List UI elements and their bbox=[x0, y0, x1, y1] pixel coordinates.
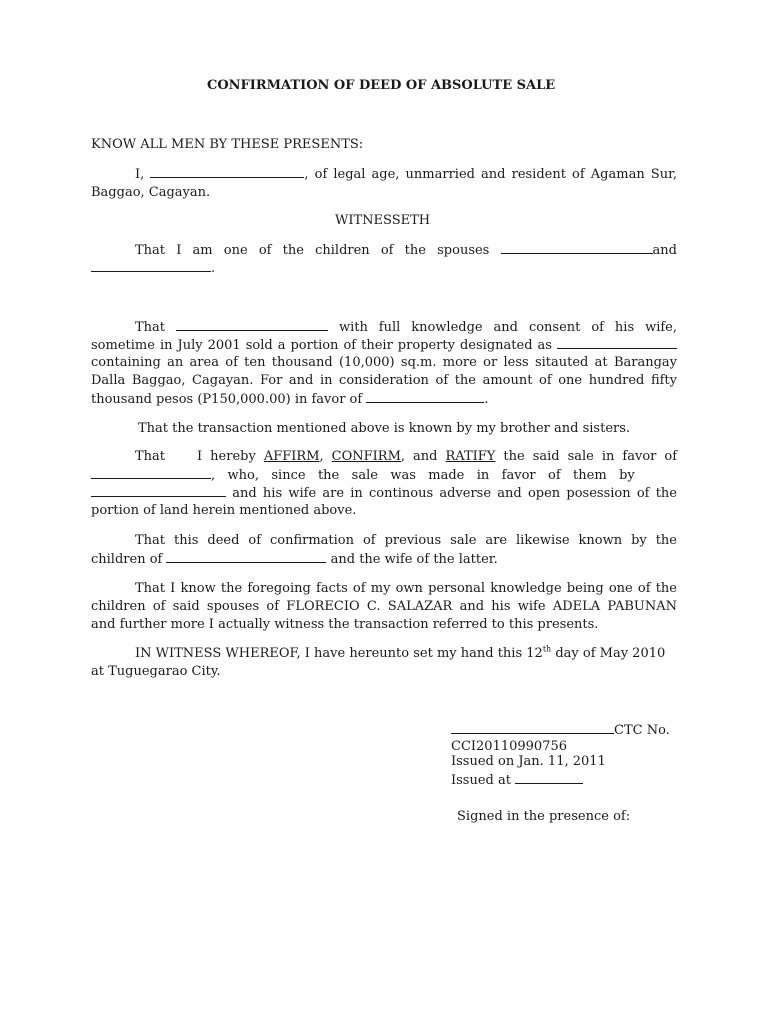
p7-line3: and further more I actually witness the transaction referred to this presents. bbox=[91, 617, 599, 632]
p3-line5: thousand pesos (P150,000.00) in favor of . bbox=[91, 392, 489, 407]
p3-line2: sometime in July 2001 sold a portion of their property designated as bbox=[91, 336, 677, 355]
know-all-heading: KNOW ALL MEN BY THESE PRESENTS: bbox=[91, 137, 364, 152]
favor-blank bbox=[91, 466, 211, 479]
p6-line1: That this deed of confirmation of previous sale are likewise known by the bbox=[135, 533, 677, 548]
issued-at-blank bbox=[515, 771, 583, 784]
p7-line1: That I know the foregoing facts of my own personal knowledge being one of the bbox=[135, 581, 677, 596]
p1-line2: Baggao, Cagayan. bbox=[91, 185, 211, 200]
spouse2-blank bbox=[91, 259, 211, 272]
p8-line2: at Tuguegarao City. bbox=[91, 664, 221, 679]
p6-line2: children of and the wife of the latter. bbox=[91, 552, 498, 567]
p5-line4: portion of land herein mentioned above. bbox=[91, 503, 357, 518]
document-title: CONFIRMATION OF DEED OF ABSOLUTE SALE bbox=[207, 78, 556, 93]
signature-line: CTC No. bbox=[451, 721, 670, 740]
p5-line3: and his wife are in continous adverse and open posession of the bbox=[91, 484, 677, 503]
p3-line1: That with full knowledge and consent of his wife, bbox=[135, 320, 677, 335]
children-blank bbox=[166, 550, 326, 563]
witnesseth-heading: WITNESSETH bbox=[335, 213, 431, 228]
ctc-number: CCI20110990756 bbox=[451, 739, 568, 754]
presence-label: Signed in the presence of: bbox=[457, 809, 631, 824]
spouses-blank bbox=[501, 241, 653, 254]
p1-line1: I, , of legal age, unmarried and resident of Agaman Sur, bbox=[135, 167, 677, 182]
issued-on: Issued on Jan. 11, 2011 bbox=[451, 754, 606, 769]
property-blank bbox=[557, 336, 677, 349]
p7-line2: children of said spouses of FLORECIO C. SALAZAR and his wife ADELA PABUNAN bbox=[91, 599, 677, 614]
p2-line1: That I am one of the children of the spouses and bbox=[135, 243, 677, 258]
p3-line3: containing an area of ten thousand (10,000) sq.m. more or less sitauted at Barangay bbox=[91, 355, 677, 370]
by-blank bbox=[91, 484, 226, 497]
buyer-blank bbox=[366, 390, 484, 403]
p4-line1: That the transaction mentioned above is known by my brother and sisters. bbox=[138, 421, 631, 436]
p2-line2: . bbox=[91, 259, 215, 278]
name-blank bbox=[150, 165, 304, 178]
seller-blank bbox=[176, 318, 328, 331]
issued-at: Issued at bbox=[451, 771, 583, 790]
p5-line2: , who, since the sale was made in favor of them by bbox=[91, 466, 677, 485]
p5-line1: That I hereby AFFIRM, CONFIRM, and RATIFY the said sale in favor of bbox=[135, 449, 678, 464]
signature-blank bbox=[451, 721, 614, 734]
p8-line1: IN WITNESS WHEREOF, I have hereunto set my hand this 12th day of May 2010 bbox=[135, 644, 666, 661]
p3-line4: Dalla Baggao, Cagayan. For and in consideration of the amount of one hundred fifty bbox=[91, 373, 677, 388]
